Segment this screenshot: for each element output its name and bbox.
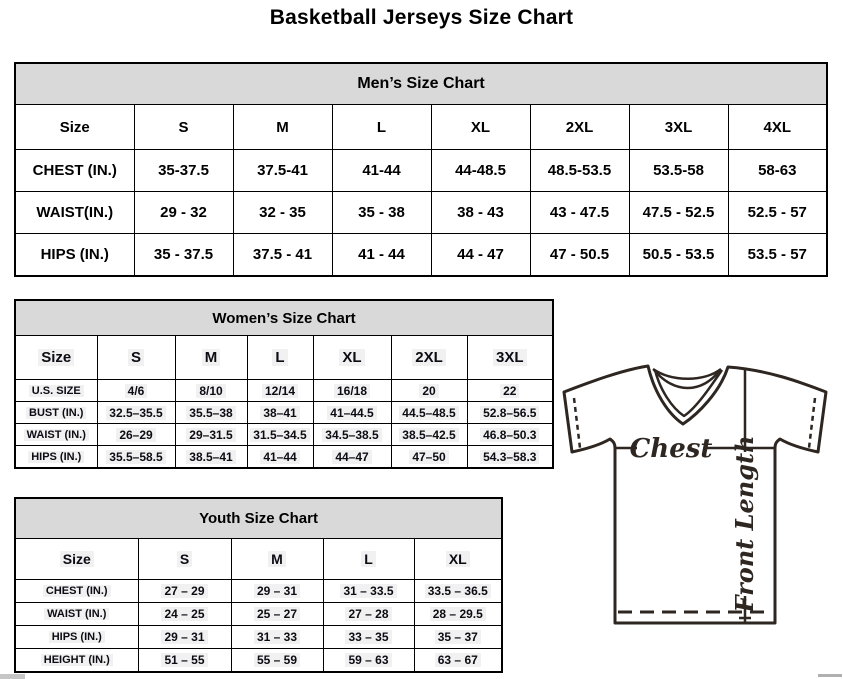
- mens-cell-text: 35 - 38: [358, 204, 405, 221]
- womens-size-chart-section: [14, 299, 552, 469]
- mens-column-header: [530, 105, 629, 150]
- womens-data-row: [15, 402, 553, 424]
- womens-cell: [97, 402, 175, 424]
- womens-cell-text: 29–31.5: [186, 428, 235, 442]
- womens-cell: [247, 424, 313, 446]
- youth-cell-text: 51 – 55: [161, 653, 207, 667]
- mens-data-row: [15, 150, 827, 192]
- womens-table-caption: Women’s Size Chart: [15, 300, 553, 336]
- youth-cell: [323, 626, 414, 649]
- youth-size-table: [14, 497, 503, 673]
- youth-cell: [414, 603, 502, 626]
- mens-cell: [530, 150, 629, 192]
- womens-cell: [391, 424, 467, 446]
- collar-back-seam: [653, 369, 721, 379]
- womens-column-header-text: XL: [339, 349, 364, 366]
- womens-table-body: [15, 336, 553, 469]
- womens-cell-text: 12/14: [262, 384, 298, 398]
- jersey-measurement-diagram: [552, 356, 837, 631]
- youth-cell-text: 35 – 37: [435, 630, 481, 644]
- youth-row-label: [15, 580, 138, 603]
- womens-cell: [313, 424, 391, 446]
- youth-cell-text: 55 – 59: [254, 653, 300, 667]
- mens-cell: [332, 192, 431, 234]
- mens-column-header: [728, 105, 827, 150]
- mens-cell-text: 44 - 47: [457, 246, 504, 263]
- mens-column-header: [332, 105, 431, 150]
- youth-column-header: [323, 539, 414, 580]
- youth-cell: [231, 603, 323, 626]
- youth-data-row: [15, 649, 502, 673]
- mens-column-header-text: 3XL: [664, 118, 693, 136]
- left-cuff-dashed-line: [574, 398, 580, 448]
- youth-cell-text: 33.5 – 36.5: [425, 584, 491, 598]
- youth-row-label: [15, 603, 138, 626]
- mens-column-header: [134, 105, 233, 150]
- mens-cell: [233, 192, 332, 234]
- youth-cell: [323, 649, 414, 673]
- mens-row-label-text: WAIST(IN.): [36, 204, 114, 221]
- womens-cell: [97, 424, 175, 446]
- womens-header-row: [15, 336, 553, 380]
- youth-cell-text: 63 – 67: [435, 653, 481, 667]
- womens-column-header-text: 3XL: [493, 349, 527, 366]
- womens-cell-text: 44–47: [332, 450, 371, 464]
- womens-cell: [467, 424, 553, 446]
- womens-cell: [97, 446, 175, 469]
- youth-cell: [323, 603, 414, 626]
- mens-cell-text: 58-63: [758, 162, 797, 179]
- womens-caption-row: [15, 300, 553, 336]
- womens-cell: [247, 446, 313, 469]
- youth-cell-text: 29 – 31: [254, 584, 300, 598]
- mens-cell-text: 47 - 50.5: [549, 246, 610, 263]
- womens-cell: [175, 402, 247, 424]
- womens-cell-text: 22: [500, 384, 519, 398]
- mens-cell: [134, 150, 233, 192]
- womens-cell-text: 54.3–58.3: [480, 450, 539, 464]
- youth-cell: [138, 626, 231, 649]
- scrollbar-fragment-right: [818, 674, 842, 677]
- youth-row-label-text: HIPS (IN.): [49, 631, 105, 643]
- youth-table-body: [15, 539, 502, 673]
- page-title: Basketball Jerseys Size Chart: [269, 6, 574, 29]
- womens-cell: [467, 380, 553, 402]
- mens-cell: [728, 192, 827, 234]
- mens-cell: [728, 234, 827, 277]
- womens-column-header-text: S: [128, 349, 144, 366]
- mens-column-header-text: XL: [470, 118, 491, 136]
- youth-cell-text: 24 – 25: [161, 607, 207, 621]
- mens-cell: [332, 150, 431, 192]
- youth-cell: [414, 649, 502, 673]
- womens-column-header: [15, 336, 97, 380]
- mens-cell-text: 52.5 - 57: [747, 204, 807, 221]
- womens-cell: [391, 380, 467, 402]
- youth-cell: [414, 626, 502, 649]
- womens-cell: [313, 402, 391, 424]
- womens-cell: [247, 380, 313, 402]
- mens-cell: [134, 234, 233, 277]
- womens-cell-text: 38.5–41: [186, 450, 235, 464]
- mens-cell-text: 41-44: [362, 162, 401, 179]
- youth-data-row: [15, 580, 502, 603]
- womens-column-header: [247, 336, 313, 380]
- mens-column-header: [233, 105, 332, 150]
- youth-column-header-text: L: [361, 551, 376, 567]
- youth-table-caption: Youth Size Chart: [15, 498, 502, 539]
- womens-row-label: [15, 446, 97, 469]
- womens-cell-text: 31.5–34.5: [250, 428, 309, 442]
- youth-cell-text: 27 – 28: [345, 607, 391, 621]
- youth-column-header: [414, 539, 502, 580]
- womens-cell-text: 41–44: [260, 450, 299, 464]
- womens-column-header: [391, 336, 467, 380]
- womens-cell-text: 47–50: [409, 450, 448, 464]
- mens-cell-text: 37.5 - 41: [252, 246, 313, 263]
- mens-cell: [629, 150, 728, 192]
- mens-row-label-text: CHEST (IN.): [32, 162, 117, 179]
- mens-column-header-text: 4XL: [763, 118, 792, 136]
- womens-row-label: [15, 402, 97, 424]
- mens-cell: [134, 192, 233, 234]
- mens-cell-text: 29 - 32: [160, 204, 207, 221]
- mens-cell: [431, 192, 530, 234]
- youth-column-header-text: Size: [60, 551, 94, 567]
- youth-caption-row: [15, 498, 502, 539]
- mens-row-label: [15, 150, 134, 192]
- mens-cell: [332, 234, 431, 277]
- youth-row-label-text: CHEST (IN.): [43, 585, 111, 597]
- mens-cell-text: 37.5-41: [257, 162, 308, 179]
- womens-cell: [467, 402, 553, 424]
- mens-header-row: [15, 105, 827, 150]
- youth-column-header: [138, 539, 231, 580]
- mens-table-caption: Men’s Size Chart: [15, 63, 827, 105]
- youth-cell-text: 31 – 33.5: [340, 584, 396, 598]
- youth-row-label: [15, 649, 138, 673]
- front-length-label: Front Length: [730, 435, 759, 613]
- right-cuff-dashed-line: [809, 398, 815, 448]
- womens-cell-text: 41–44.5: [327, 406, 376, 420]
- youth-row-label: [15, 626, 138, 649]
- mens-cell-text: 32 - 35: [259, 204, 306, 221]
- mens-cell-text: 48.5-53.5: [547, 162, 612, 179]
- youth-header-row: [15, 539, 502, 580]
- mens-size-chart-section: [14, 62, 827, 277]
- mens-cell: [233, 234, 332, 277]
- womens-cell-text: 20: [419, 384, 438, 398]
- womens-cell: [467, 446, 553, 469]
- womens-cell-text: 26–29: [116, 428, 155, 442]
- womens-row-label: [15, 380, 97, 402]
- mens-cell-text: 47.5 - 52.5: [642, 204, 715, 221]
- youth-cell: [231, 649, 323, 673]
- scrollbar-fragment-left: [0, 674, 25, 679]
- chest-label: Chest: [629, 434, 713, 464]
- mens-cell-text: 43 - 47.5: [549, 204, 610, 221]
- mens-cell-text: 44-48.5: [455, 162, 506, 179]
- womens-cell-text: 35.5–38: [186, 406, 235, 420]
- womens-cell-text: 44.5–48.5: [399, 406, 458, 420]
- womens-cell-text: 38–41: [260, 406, 299, 420]
- youth-cell: [323, 580, 414, 603]
- womens-cell: [175, 446, 247, 469]
- mens-cell-text: 41 - 44: [358, 246, 405, 263]
- womens-cell: [97, 380, 175, 402]
- mens-row-label: [15, 234, 134, 277]
- mens-column-header: [431, 105, 530, 150]
- youth-cell-text: 28 – 29.5: [430, 607, 486, 621]
- womens-cell: [313, 446, 391, 469]
- mens-cell-text: 53.5-58: [653, 162, 704, 179]
- youth-cell-text: 29 – 31: [161, 630, 207, 644]
- womens-cell: [391, 402, 467, 424]
- womens-cell: [313, 380, 391, 402]
- womens-size-table: [14, 299, 554, 469]
- womens-column-header: [313, 336, 391, 380]
- mens-column-header: [629, 105, 728, 150]
- youth-cell: [138, 580, 231, 603]
- youth-cell-text: 33 – 35: [345, 630, 391, 644]
- womens-cell-text: 38.5–42.5: [399, 428, 458, 442]
- mens-cell-text: 50.5 - 53.5: [642, 246, 715, 263]
- womens-cell-text: 16/18: [334, 384, 370, 398]
- mens-column-header: [15, 105, 134, 150]
- womens-cell-text: 34.5–38.5: [322, 428, 381, 442]
- womens-column-header: [467, 336, 553, 380]
- womens-cell: [391, 446, 467, 469]
- youth-cell: [138, 603, 231, 626]
- womens-cell-text: 8/10: [196, 384, 225, 398]
- mens-column-header-text: L: [376, 118, 387, 136]
- youth-data-row: [15, 603, 502, 626]
- youth-size-chart-section: [14, 497, 501, 673]
- mens-caption-row: [15, 63, 827, 105]
- youth-cell-text: 59 – 63: [345, 653, 391, 667]
- mens-table-body: [15, 105, 827, 277]
- mens-cell: [233, 150, 332, 192]
- womens-row-label-text: HIPS (IN.): [28, 451, 84, 463]
- womens-cell: [175, 380, 247, 402]
- womens-column-header-text: M: [202, 349, 221, 366]
- mens-column-header-text: M: [276, 118, 289, 136]
- womens-column-header-text: L: [272, 349, 287, 366]
- womens-cell-text: 52.8–56.5: [480, 406, 539, 420]
- youth-column-header: [15, 539, 138, 580]
- youth-cell: [231, 580, 323, 603]
- youth-cell: [231, 626, 323, 649]
- womens-data-row: [15, 424, 553, 446]
- mens-column-header-text: S: [178, 118, 189, 136]
- mens-column-header-text: 2XL: [565, 118, 594, 136]
- mens-column-header-text: Size: [59, 118, 90, 136]
- mens-cell-text: 38 - 43: [457, 204, 504, 221]
- womens-cell: [247, 402, 313, 424]
- womens-row-label-text: WAIST (IN.): [24, 429, 89, 441]
- youth-row-label-text: WAIST (IN.): [44, 608, 109, 620]
- womens-data-row: [15, 380, 553, 402]
- mens-cell: [530, 234, 629, 277]
- youth-cell-text: 27 – 29: [161, 584, 207, 598]
- mens-cell: [629, 192, 728, 234]
- mens-row-label: [15, 192, 134, 234]
- collar-inner-v: [655, 370, 722, 416]
- youth-cell-text: 31 – 33: [254, 630, 300, 644]
- womens-cell-text: 32.5–35.5: [106, 406, 165, 420]
- womens-column-header: [97, 336, 175, 380]
- youth-cell: [138, 649, 231, 673]
- mens-cell-text: 35 - 37.5: [153, 246, 214, 263]
- mens-cell: [431, 234, 530, 277]
- womens-row-label-text: BUST (IN.): [26, 407, 86, 419]
- womens-column-header-text: Size: [38, 349, 74, 366]
- mens-cell: [431, 150, 530, 192]
- mens-row-label-text: HIPS (IN.): [40, 246, 109, 263]
- womens-data-row: [15, 446, 553, 469]
- mens-data-row: [15, 192, 827, 234]
- youth-row-label-text: HEIGHT (IN.): [41, 654, 113, 666]
- mens-data-row: [15, 234, 827, 277]
- mens-size-table: [14, 62, 828, 277]
- mens-cell: [629, 234, 728, 277]
- womens-cell: [175, 424, 247, 446]
- youth-column-header-text: S: [177, 551, 192, 567]
- womens-cell-text: 46.8–50.3: [480, 428, 539, 442]
- womens-column-header: [175, 336, 247, 380]
- youth-cell-text: 25 – 27: [254, 607, 300, 621]
- womens-cell-text: 4/6: [125, 384, 148, 398]
- youth-cell: [414, 580, 502, 603]
- mens-cell: [728, 150, 827, 192]
- womens-cell-text: 35.5–58.5: [106, 450, 165, 464]
- womens-column-header-text: 2XL: [412, 349, 446, 366]
- womens-row-label-text: U.S. SIZE: [29, 385, 84, 397]
- youth-data-row: [15, 626, 502, 649]
- mens-cell-text: 35-37.5: [158, 162, 209, 179]
- youth-column-header: [231, 539, 323, 580]
- mens-cell-text: 53.5 - 57: [747, 246, 807, 263]
- youth-column-header-text: XL: [446, 551, 470, 567]
- mens-cell: [530, 192, 629, 234]
- youth-column-header-text: M: [268, 551, 286, 567]
- womens-row-label: [15, 424, 97, 446]
